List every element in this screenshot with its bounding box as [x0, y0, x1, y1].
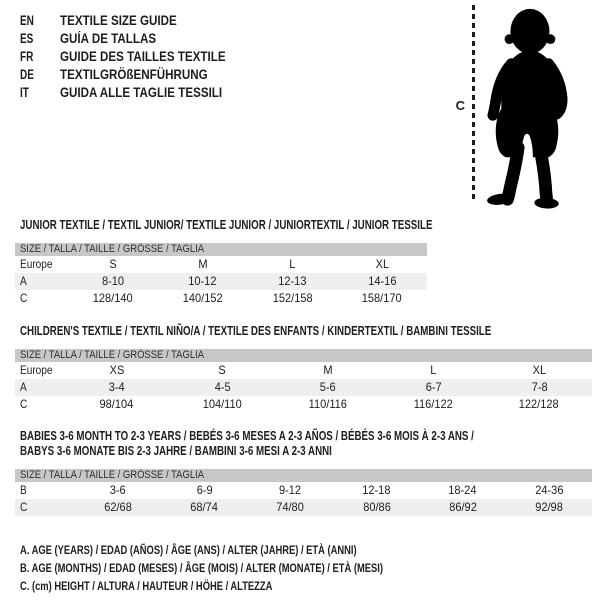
size-cell: 116/122: [414, 397, 454, 411]
size-cell: 104/110: [202, 397, 242, 411]
language-code: EN: [20, 13, 34, 28]
size-cell: 122/128: [519, 397, 560, 411]
size-table-section: [15, 324, 592, 413]
size-cell: 4-5: [214, 380, 231, 394]
size-cell: 6-9: [196, 483, 213, 497]
height-figure: [456, 5, 572, 205]
size-header-bar: SIZE / TALLA / TAILLE / GRÖSSE / TAGLIA: [15, 349, 592, 362]
size-cell: 3-6: [110, 483, 127, 497]
size-cell: 86/92: [448, 500, 477, 514]
size-cell: M: [198, 257, 208, 271]
toddler-silhouette-image: [484, 5, 572, 210]
size-cell: 24-36: [534, 483, 564, 497]
row-label: A: [20, 380, 27, 394]
size-cell: 10-12: [188, 274, 217, 288]
size-table-section: [15, 429, 592, 516]
legend-line: C. (cm) HEIGHT / ALTURA / HAUTEUR / HÖHE / ALTEZZA: [20, 579, 273, 593]
table-row: [15, 256, 427, 273]
size-cell: 110/116: [308, 397, 348, 411]
height-marker-label: C: [455, 97, 465, 113]
size-cell: 92/98: [535, 500, 563, 514]
size-cell: S: [109, 257, 117, 271]
size-cell: M: [323, 363, 333, 377]
row-label: A: [20, 274, 27, 288]
size-cell: 7-8: [531, 380, 548, 394]
row-label: C: [20, 291, 28, 305]
header-section: [0, 0, 600, 206]
row-label: B: [20, 483, 27, 497]
size-cell: 6-7: [425, 380, 442, 394]
language-code: DE: [20, 67, 34, 82]
size-cell: L: [430, 363, 437, 377]
table-row: [15, 290, 427, 307]
size-cell: 140/152: [182, 291, 223, 305]
size-header-bar: SIZE / TALLA / TAILLE / GRÖSSE / TAGLIA: [15, 243, 427, 256]
size-cell: 128/140: [92, 291, 133, 305]
table-row: [15, 273, 427, 290]
size-cell: 158/170: [362, 291, 403, 305]
table-row: [15, 396, 592, 413]
language-title: TEXTILE SIZE GUIDE: [60, 13, 177, 28]
size-header-bar: SIZE / TALLA / TAILLE / GRÖSSE / TAGLIA: [15, 469, 592, 482]
size-cell: 12-18: [362, 483, 391, 497]
size-tables: [15, 218, 600, 516]
language-title: TEXTILGRÖßENFÜHRUNG: [60, 67, 208, 82]
language-title: GUÍA DE TALLAS: [60, 31, 157, 46]
table-row: [15, 362, 592, 379]
size-cell: L: [289, 257, 296, 271]
size-cell: 5-6: [320, 380, 336, 394]
table-row: [15, 499, 592, 516]
size-cell: 9-12: [279, 483, 302, 497]
size-cell: 98/104: [99, 397, 134, 411]
table-row: [15, 379, 592, 396]
language-title: GUIDE DES TAILLES TEXTILE: [60, 49, 226, 64]
size-cell: S: [218, 363, 227, 377]
size-cell: 152/158: [272, 291, 313, 305]
legend-line: B. AGE (MONTHS) / EDAD (MESES) / ÂGE (MOIS) / ALTER (MONATE) / ETÀ (MESI): [20, 561, 383, 575]
row-label: C: [20, 500, 28, 514]
size-table: [15, 482, 592, 516]
table-row: [15, 482, 592, 499]
table-title: BABIES 3-6 MONTH TO 2-3 YEARS / BEBÉS 3-6 MESES A 2-3 AÑOS / BÉBÉS 3-6 MOIS À 2-3 ANS / BABYS 3-6 MONATE BIS 2-3 JAHRE / BAMBINI 3-6 MESI A 2-3 ANNI: [20, 429, 474, 458]
language-code: FR: [20, 49, 34, 64]
size-table-section: [15, 218, 433, 307]
size-cell: XL: [532, 363, 546, 377]
row-label: C: [20, 397, 28, 411]
size-table: [15, 256, 427, 307]
size-cell: XS: [109, 363, 125, 377]
size-cell: 3-4: [108, 380, 125, 394]
size-cell: 8-10: [101, 274, 124, 288]
size-table: [15, 362, 592, 413]
height-dashed-line: [472, 5, 475, 203]
language-title: GUIDA ALLE TAGLIE TESSILI: [60, 85, 223, 100]
size-cell: 68/74: [190, 500, 219, 514]
language-code: IT: [20, 85, 29, 100]
size-cell: 62/68: [104, 500, 132, 514]
legend-section: [0, 541, 600, 595]
table-title: JUNIOR TEXTILE / TEXTIL JUNIOR/ TEXTILE JUNIOR / JUNIORTEXTIL / JUNIOR TESSILE: [20, 218, 433, 232]
row-label: Europe: [20, 363, 53, 377]
size-cell: 18-24: [448, 483, 477, 497]
size-cell: 74/80: [276, 500, 305, 514]
size-cell: 80/86: [362, 500, 391, 514]
size-cell: XL: [375, 257, 389, 271]
language-code: ES: [20, 31, 34, 46]
size-cell: 12-13: [278, 274, 307, 288]
row-label: Europe: [20, 257, 53, 271]
table-title: CHILDREN'S TEXTILE / TEXTIL NIÑO/A / TEXTILE DES ENFANTS / KINDERTEXTIL / BAMBINI TESSILE: [20, 324, 492, 338]
size-cell: 14-16: [367, 274, 397, 288]
legend-line: A. AGE (YEARS) / EDAD (AÑOS) / ÂGE (ANS) / ALTER (JAHRE) / ETÀ (ANNI): [20, 543, 357, 557]
